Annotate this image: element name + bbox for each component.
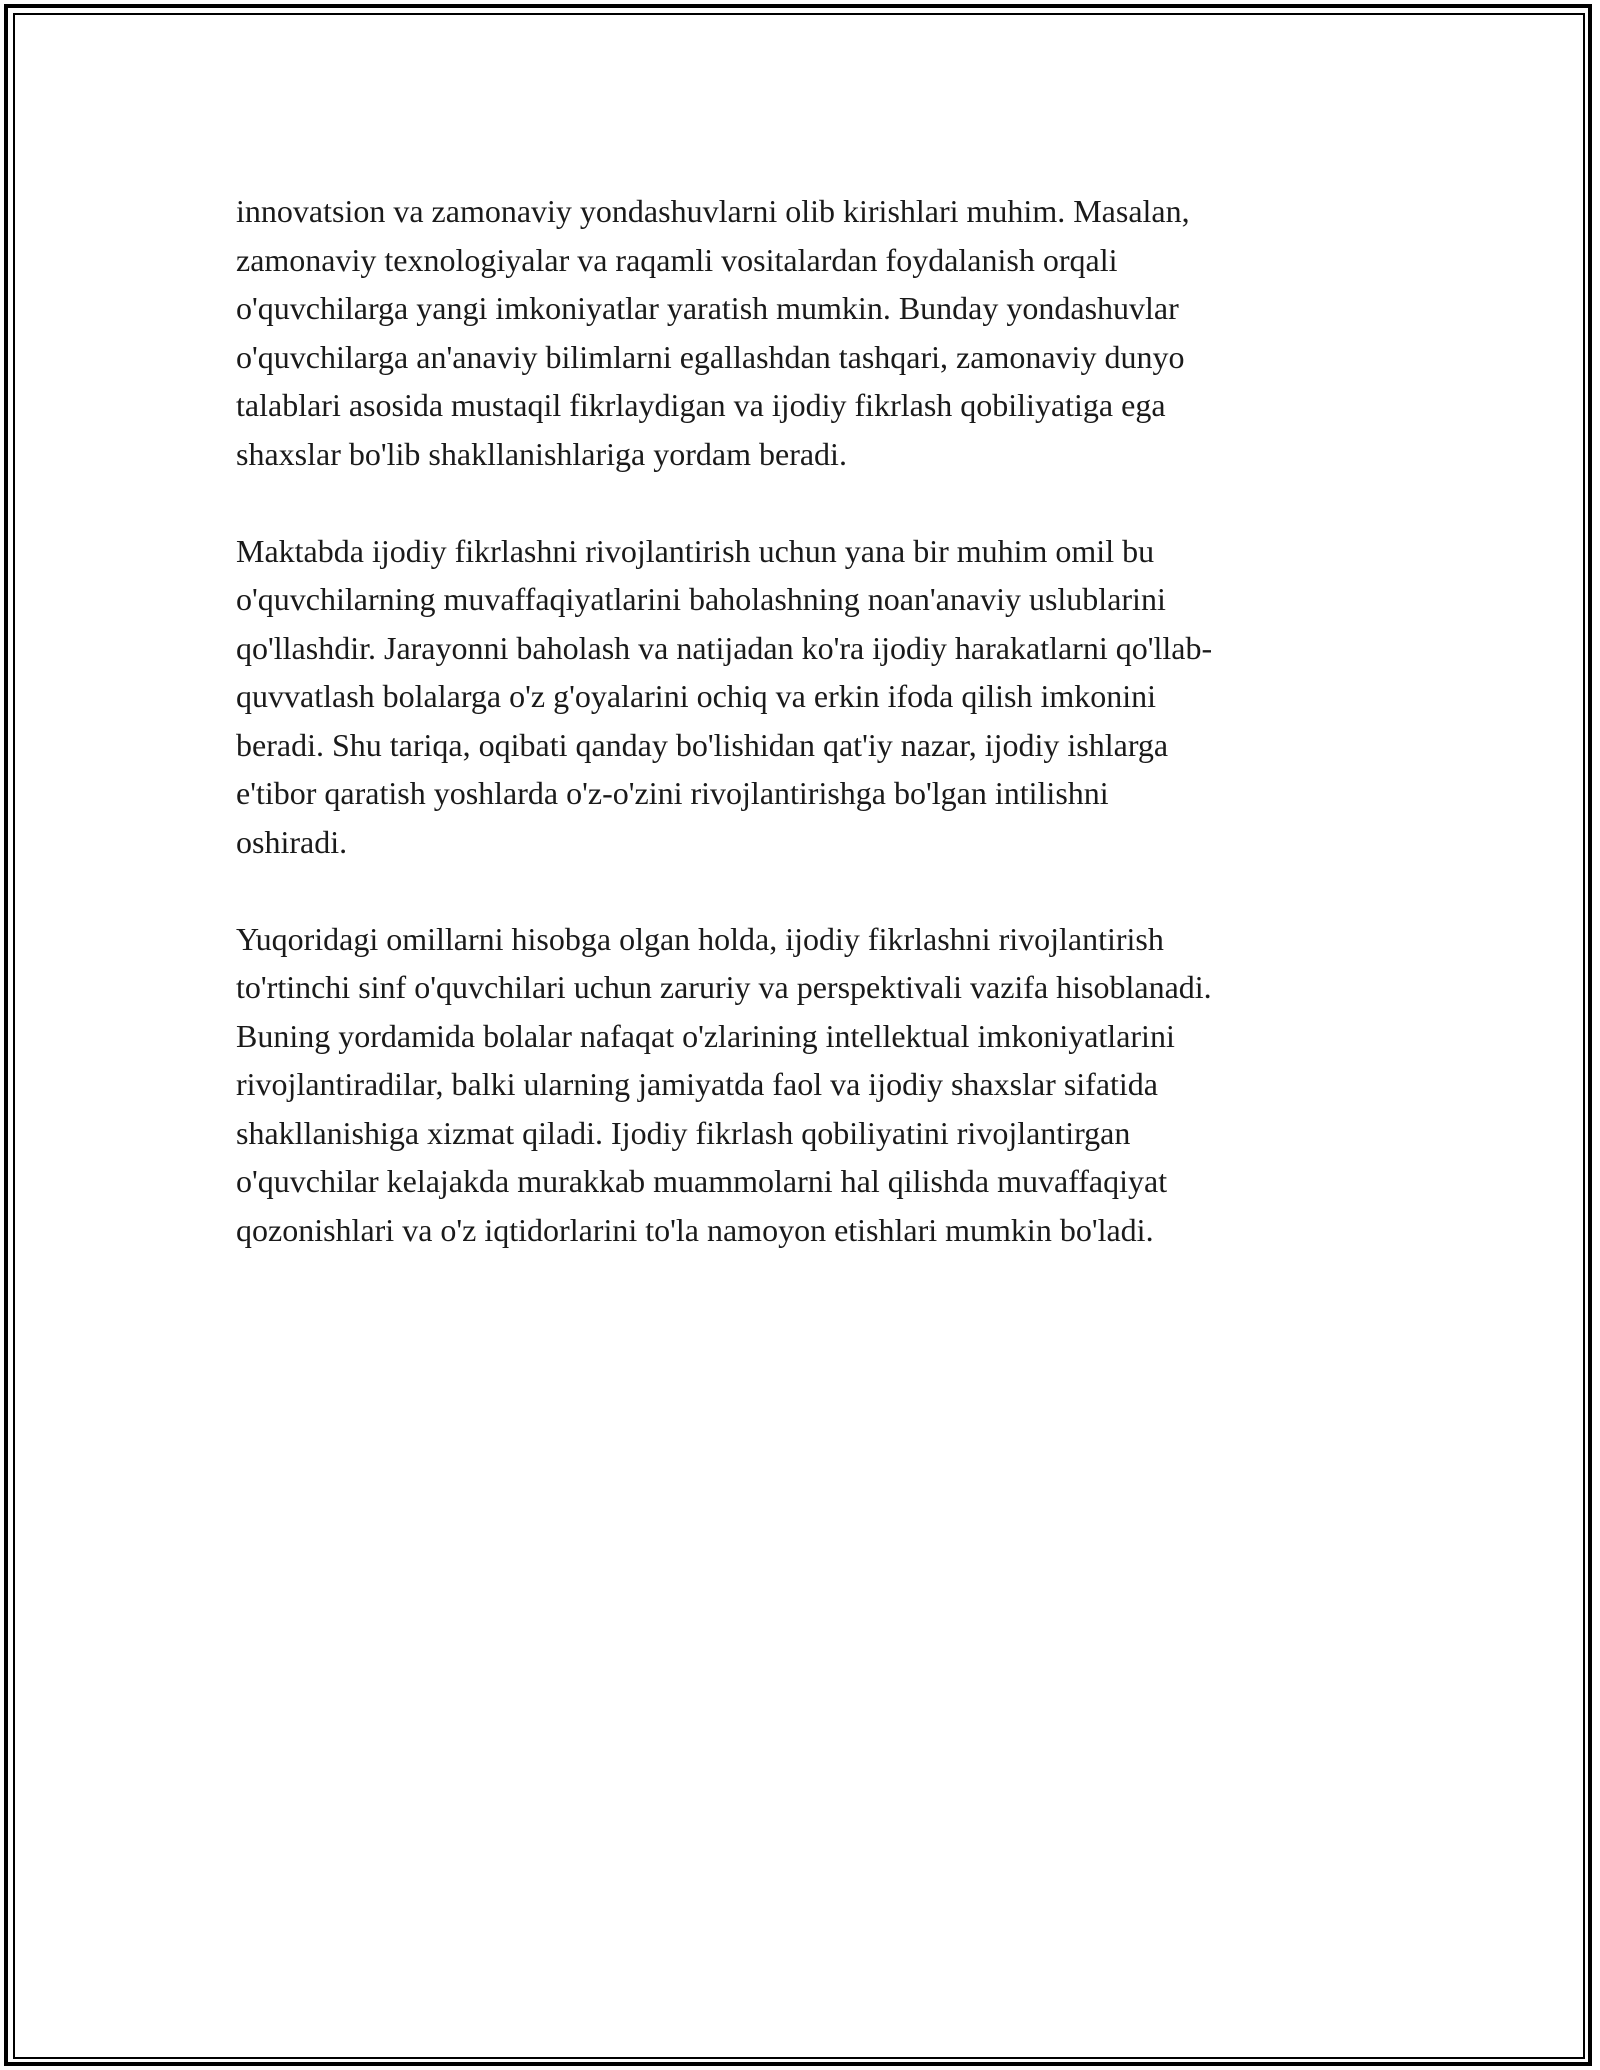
paragraph-2: Maktabda ijodiy fikrlashni rivojlantirish uchun yana bir muhim omil bu o'quvchilarning muvaffaqiyatlarini baholashning noan'anaviy uslublarini qo'llashdir. Jarayonni baholash va natijadan ko'ra ijodiy harakatlarni qo'llab- quvvatlash bolalarga o'z g'oyalarini ochiq va erkin ifoda qilish imkonini beradi. Shu tariqa, oqibati qanday bo'lishidan qat'iy nazar, ijodiy ishlarga e'tibor qaratish yoshlarda o'z-o'zini rivojlantirishga bo'lgan intilishni oshiradi. <box>236 532 1213 860</box>
paragraph-3: Yuqoridagi omillarni hisobga olgan holda, ijodiy fikrlashni rivojlantirish to'rtinchi sinf o'quvchilari uchun zaruriy va perspektivali vazifa hisoblanadi. Buning yordamida bolalar nafaqat o'zlarining intellektual imkoniyatlarini rivojlantiradilar, balki ularning jamiyatda faol va ijodiy shaxslar sifatida shakllanishiga xizmat qiladi. Ijodiy fikrlash qobiliyatini rivojlantirgan o'quvchilar kelajakda murakkab muammolarni hal qilishda muvaffaqiyat qozonishlari va o'z iqtidorlarini to'la namoyon etishlari mumkin bo'ladi. <box>236 920 1212 1248</box>
paragraph-1: innovatsion va zamonaviy yondashuvlarni olib kirishlari muhim. Masalan, zamonaviy texnologiyalar va raqamli vositalardan foydalanish orqali o'quvchilarga yangi imkoniyatlar yaratish mumkin. Bunday yondashuvlar o'quvchilarga an'anaviy bilimlarni egallashdan tashqari, zamonaviy dunyo talablari asosida mustaqil fikrlaydigan va ijodiy fikrlash qobiliyatiga ega shaxslar bo'lib shakllanishlariga yordam beradi. <box>236 193 1190 472</box>
document-body <box>236 187 1356 1303</box>
